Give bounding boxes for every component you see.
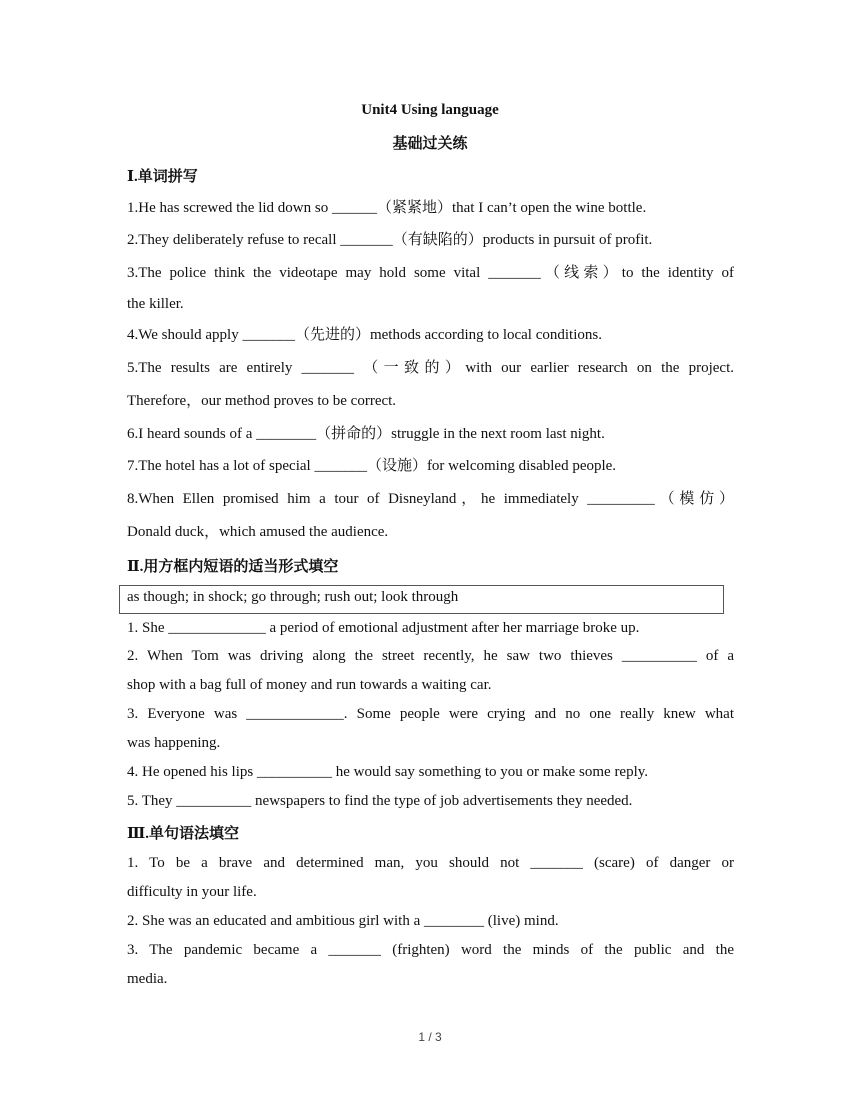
document-title: Unit4 Using language xyxy=(361,102,499,118)
s2-line: 3. Everyone was _____________. Some people were crying and no one really knew what xyxy=(127,706,734,722)
s3-line: 3. The pandemic became a _______ (frighten) word the minds of the public and the xyxy=(127,942,734,958)
s1-line: Donald duck，which amused the audience. xyxy=(127,524,389,540)
s1-line: 1.He has screwed the lid down so ______（紧紧地）that I can’t open the wine bottle. xyxy=(127,200,647,216)
section1-heading: Ⅰ.单词拼写 xyxy=(127,169,198,185)
section3-heading: Ⅲ.单句语法填空 xyxy=(127,826,240,842)
s1-line: 7.The hotel has a lot of special _______（设施）for welcoming disabled people. xyxy=(127,458,617,474)
s2-line: 4. He opened his lips __________ he would say something to you or make some reply. xyxy=(127,764,649,780)
s2-line: was happening. xyxy=(127,735,221,751)
s1-line: 3.The police think the videotape may hold some vital _______（线索）to the identity of xyxy=(127,265,734,281)
s3-line: 1. To be a brave and determined man, you should not _______ (scare) of danger or xyxy=(127,855,734,871)
s1-line: 5.The results are entirely _______ （一致的）with our earlier research on the project. xyxy=(127,360,734,376)
document-subtitle: 基础过关练 xyxy=(392,136,468,152)
s1-line: 4.We should apply _______（先进的）methods according to local conditions. xyxy=(127,327,602,343)
s1-line: 8.When Ellen promised him a tour of Disneyland，he immediately _________（模仿） xyxy=(127,491,734,507)
s2-line: 2. When Tom was driving along the street recently, he saw two thieves __________ of a xyxy=(127,648,734,664)
s2-line: shop with a bag full of money and run towards a waiting car. xyxy=(127,677,492,693)
phrase-box-text: as though; in shock; go through; rush out; look through xyxy=(127,589,459,605)
s1-line: 2.They deliberately refuse to recall _______（有缺陷的）products in pursuit of profit. xyxy=(127,232,653,248)
s1-line: Therefore，our method proves to be correct. xyxy=(127,393,397,409)
section2-heading: Ⅱ.用方框内短语的适当形式填空 xyxy=(127,559,339,575)
s3-line: 2. She was an educated and ambitious girl with a ________ (live) mind. xyxy=(127,913,559,929)
s2-line: 1. She _____________ a period of emotional adjustment after her marriage broke up. xyxy=(127,620,640,636)
s1-line: the killer. xyxy=(127,296,184,312)
s2-line: 5. They __________ newspapers to find the type of job advertisements they needed. xyxy=(127,793,633,809)
s3-line: difficulty in your life. xyxy=(127,884,257,900)
phrase-box xyxy=(119,585,724,614)
page-number: 1 / 3 xyxy=(418,1030,442,1044)
s1-line: 6.I heard sounds of a ________（拼命的）struggle in the next room last night. xyxy=(127,426,605,442)
s3-line: media. xyxy=(127,971,168,987)
